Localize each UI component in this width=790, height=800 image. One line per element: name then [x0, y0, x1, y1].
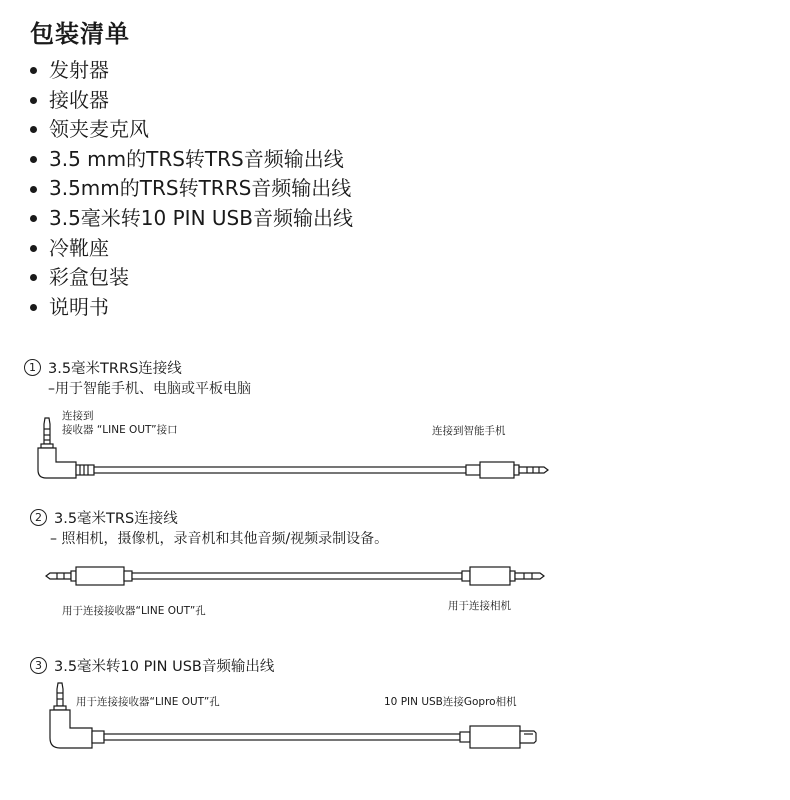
list-item-label: 领夹麦克风 — [49, 117, 149, 142]
packing-list-title: 包装清单 — [30, 20, 130, 48]
list-item-label: 3.5mm的TRS转TRRS音频输出线 — [49, 176, 352, 201]
number-circle-icon: 2 — [30, 509, 47, 526]
cable-2-left-label: 用于连接接收器“LINE OUT”孔 — [62, 605, 206, 617]
cable-1-title-text: 3.5毫米TRRS连接线 — [48, 361, 182, 377]
cable-1-subtitle: –用于智能手机、电脑或平板电脑 — [48, 381, 251, 397]
number-circle-icon: 3 — [30, 657, 47, 674]
list-item-label: 说明书 — [49, 294, 109, 319]
trs-cable-illustration — [46, 567, 544, 585]
cable-1-left-label-line1: 连接到 — [62, 410, 94, 422]
list-item-label: 发射器 — [49, 58, 109, 82]
cable-3-title-text: 3.5毫米转10 PIN USB音频输出线 — [54, 659, 275, 675]
cable-2-title — [30, 507, 178, 528]
cable-2-subtitle: – 照相机，摄像机，录音机和其他音频/视频录制设备。 — [50, 531, 389, 547]
list-item-label: 彩盒包装 — [49, 265, 129, 290]
list-item-label: 3.5 mm的TRS转TRS音频输出线 — [49, 146, 344, 171]
cable-2-right-label: 用于连接相机 — [448, 600, 511, 612]
cable-3-right-label: 10 PIN USB连接Gopro相机 — [384, 696, 517, 708]
list-item-label: 冷靴座 — [49, 235, 109, 260]
cable-3-left-label: 用于连接接收器“LINE OUT”孔 — [76, 696, 220, 708]
cable-1-right-label: 连接到智能手机 — [432, 425, 506, 437]
usb-cable-illustration — [50, 683, 536, 748]
cable-1-left-label-line2: 接收器 “LINE OUT”接口 — [62, 424, 178, 436]
list-item-label: 接收器 — [49, 87, 109, 112]
cable-3-title — [30, 655, 274, 676]
cable-2-title-text: 3.5毫米TRS连接线 — [54, 511, 178, 527]
list-item-label: 3.5毫米转10 PIN USB音频输出线 — [49, 205, 353, 230]
number-circle-icon: 1 — [24, 359, 41, 376]
cable-1-title — [24, 357, 182, 378]
